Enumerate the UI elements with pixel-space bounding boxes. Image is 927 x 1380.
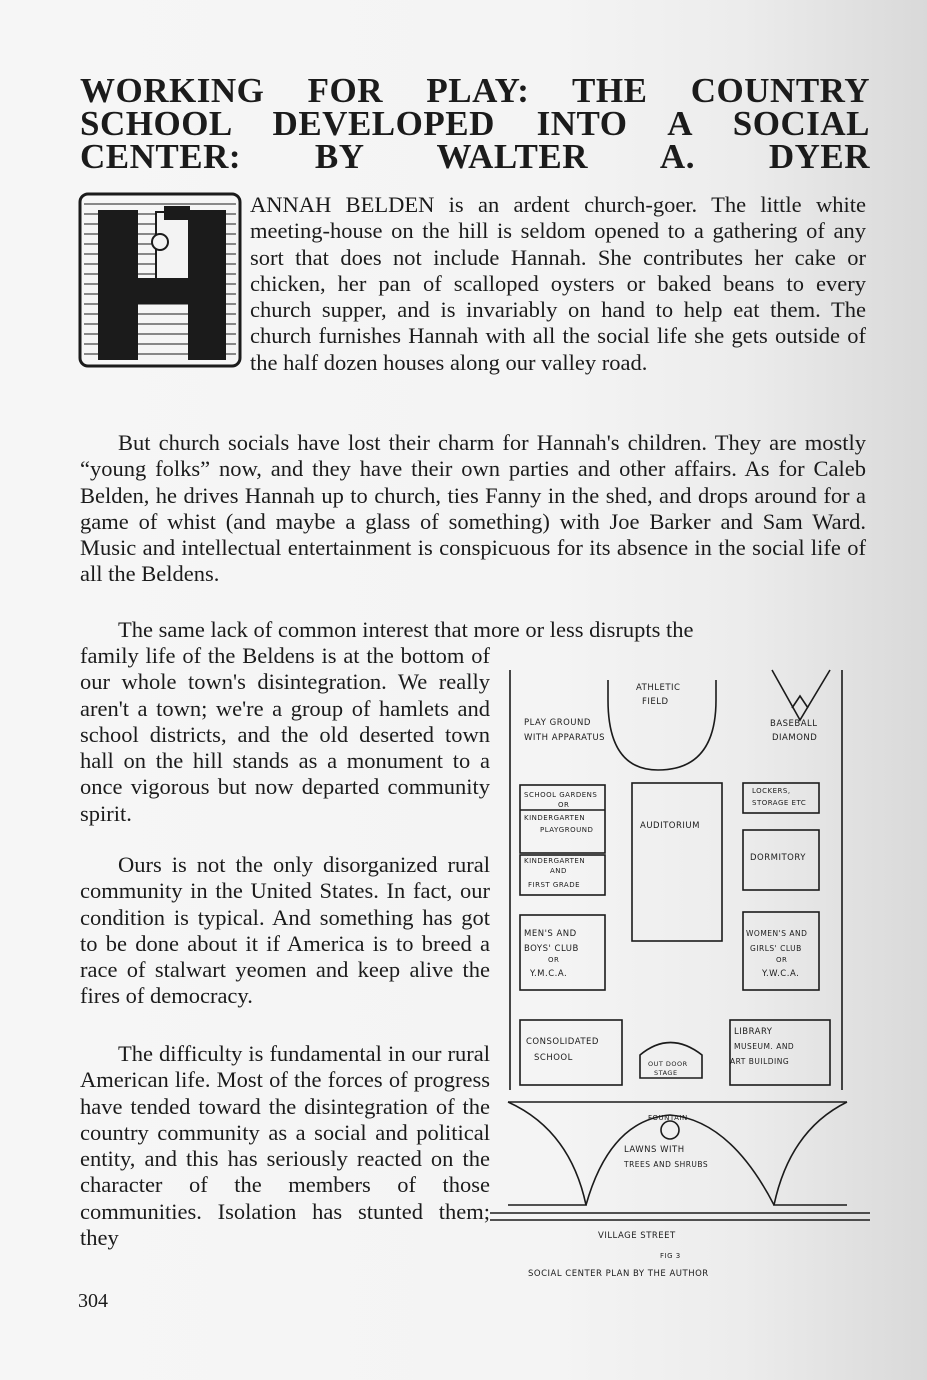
womens-club-label-4: Y.W.C.A. xyxy=(762,969,800,979)
outdoor-stage-label-2: STAGE xyxy=(654,1069,678,1077)
lawns-label: LAWNS WITH xyxy=(624,1145,685,1155)
mens-club-label: MEN'S AND xyxy=(524,929,577,939)
paragraph-1-text: ANNAH BELDEN is an ardent church-goer. The little white meeting-house on the hill is seldom opened to a gathering of any sort that does not include Hannah. She contributes her cake or chicken, her pan of scalloped oysters or baked beans to every church supper, and is invariably on hand to help eat them. The church furnishes Hannah with all the social life she gets outside of the half dozen houses along our valley road. xyxy=(250,192,866,375)
mens-club-label-2: BOYS' CLUB xyxy=(524,944,579,954)
paragraph-4: Ours is not the only disorganized rural community in the United States. In fact, our condition is typical. And something has got to be done about it if America is to breed a race of stalwart yeomen and keep alive the fires of democracy. xyxy=(80,852,490,1009)
social-center-plan-figure xyxy=(490,660,870,1280)
kindergarten-label: KINDERGARTEN xyxy=(524,857,586,865)
auditorium-label: AUDITORIUM xyxy=(640,821,700,831)
dormitory-label: DORMITORY xyxy=(750,853,806,863)
paragraph-3-body: family life of the Beldens is at the bottom of our whole town's disintegration. We really aren't a town; we're a group of hamlets and school districts, and the old deserted town hall on the hill stands as a monument to a once vigorous but now departed community spirit. xyxy=(80,643,490,826)
title-line-3: CENTER: BY WALTER A. DYER xyxy=(80,137,870,176)
play-ground-label: PLAY GROUND xyxy=(524,718,591,728)
lawns-label-2: TREES AND SHRUBS xyxy=(624,1160,709,1169)
kindergarten-label-3: FIRST GRADE xyxy=(528,881,581,889)
village-street-label: VILLAGE STREET xyxy=(598,1231,676,1241)
library-label: LIBRARY xyxy=(734,1027,773,1037)
paragraph-5: The difficulty is fundamental in our rural American life. Most of the forces of progress have tended toward the disintegration of the country community as a social and political entity, and this has seriously reacted on the character of the members of those communities. Isolation has stunted them; they xyxy=(80,1041,490,1251)
library-label-2: MUSEUM. AND xyxy=(734,1042,795,1051)
play-ground-label-2: WITH APPARATUS xyxy=(524,733,606,743)
school-gardens-label-2: OR xyxy=(558,801,570,809)
figure-number: FIG 3 xyxy=(660,1252,681,1260)
paragraph-2: But church socials have lost their charm for Hannah's children. They are mostly “young folks” now, and they have their own parties and other affairs. As for Caleb Belden, he drives Hannah up to church, ties Fanny in the shed, and drops around for a game of whist (and maybe a glass of something) with Joe Barker and Sam Ward. Music and intellectual entertainment is conspicuous for its absence in the social life of all the Beldens. xyxy=(80,430,866,587)
auditorium-block xyxy=(632,783,722,941)
school-gardens-label-4: PLAYGROUND xyxy=(540,826,594,834)
fountain-label: FOUNTAIN xyxy=(648,1114,688,1122)
athletic-field-label-2: FIELD xyxy=(642,697,669,707)
womens-club-label-3: OR xyxy=(776,956,788,964)
lockers-label-2: STORAGE ETC xyxy=(752,799,807,807)
article-title xyxy=(80,71,870,176)
figure-caption: SOCIAL CENTER PLAN BY THE AUTHOR xyxy=(528,1269,709,1279)
outdoor-stage-label: OUT DOOR xyxy=(648,1060,688,1068)
lockers-label: LOCKERS, xyxy=(752,787,791,795)
paragraph-1 xyxy=(80,192,866,376)
womens-club-label-2: GIRLS' CLUB xyxy=(750,944,802,953)
consolidated-school-label: CONSOLIDATED xyxy=(526,1037,599,1047)
baseball-label-2: DIAMOND xyxy=(772,733,818,743)
mens-club-label-4: Y.M.C.A. xyxy=(530,969,568,979)
mens-club-label-3: OR xyxy=(548,956,560,964)
paragraph-3-first-line: The same lack of common interest that more or less disrupts the xyxy=(118,617,694,642)
kindergarten-label-2: AND xyxy=(550,867,567,875)
baseball-label: BASEBALL xyxy=(770,719,818,729)
title-line-1: WORKING FOR PLAY: THE COUNTRY xyxy=(80,71,870,110)
consolidated-school-label-2: SCHOOL xyxy=(534,1053,573,1063)
athletic-field-label: ATHLETIC xyxy=(636,683,681,693)
library-label-3: ART BUILDING xyxy=(730,1057,790,1066)
school-gardens-label-3: KINDERGARTEN xyxy=(524,814,586,822)
school-gardens-label: SCHOOL GARDENS xyxy=(524,791,598,799)
title-line-2: SCHOOL DEVELOPED INTO A SOCIAL xyxy=(80,104,870,143)
page-number: 304 xyxy=(78,1290,108,1312)
womens-club-label: WOMEN'S AND xyxy=(746,929,808,938)
